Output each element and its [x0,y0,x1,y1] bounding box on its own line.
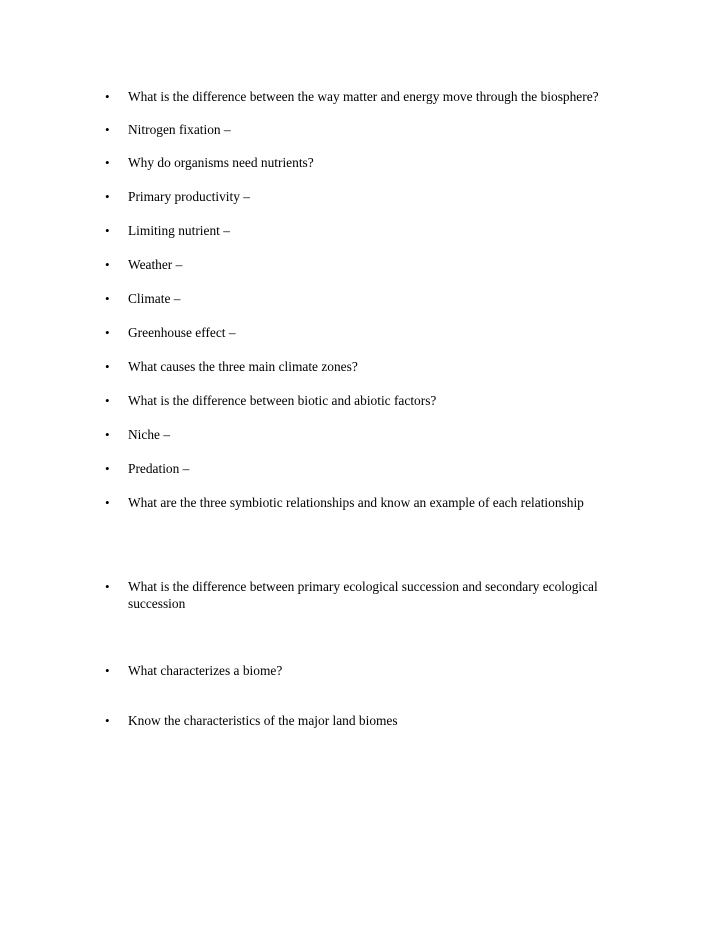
bullet-icon: • [105,359,110,374]
list-item-text: Greenhouse effect – [128,325,236,340]
list-item-text: Niche – [128,427,171,442]
list-item [105,122,625,139]
list-item-text: What characterizes a biome? [128,663,283,678]
list-item-text: What is the difference between biotic and abiotic factors? [128,393,437,408]
bullet-icon: • [105,122,110,137]
list-item [105,257,625,274]
bullet-icon: • [105,427,110,442]
list-item [105,461,625,478]
list-item [105,663,625,680]
list-item [105,291,625,308]
bullet-icon: • [105,291,110,306]
list-item [105,89,625,106]
list-item-text: Nitrogen fixation – [128,122,231,137]
list-item [105,325,625,342]
list-item-text: Know the characteristics of the major land biomes [128,713,398,728]
bullet-icon: • [105,713,110,728]
list-item-text: What are the three symbiotic relationships and know an example of each relationship [128,495,584,510]
bullet-icon: • [105,663,110,678]
bullet-icon: • [105,495,110,510]
list-item-text: What is the difference between the way matter and energy move through the biosphere? [128,89,599,104]
list-item-text: Climate – [128,291,181,306]
list-item [105,189,625,206]
bullet-icon: • [105,393,110,408]
list-item [105,579,625,612]
list-item-text: What causes the three main climate zones? [128,359,358,374]
bullet-icon: • [105,461,110,476]
bullet-icon: • [105,223,110,238]
bullet-icon: • [105,89,110,104]
list-item [105,155,625,172]
bullet-icon: • [105,579,110,594]
list-item [105,427,625,444]
list-item-text: Primary productivity – [128,189,250,204]
bullet-icon: • [105,325,110,340]
list-item-text: Weather – [128,257,183,272]
list-item-text: Predation – [128,461,190,476]
list-item [105,713,625,730]
list-item-text: What is the difference between primary ecological succession and secondary ecological succession [128,579,598,611]
list-item [105,393,625,410]
list-item-text: Limiting nutrient – [128,223,230,238]
bullet-icon: • [105,257,110,272]
bullet-icon: • [105,189,110,204]
list-item [105,359,625,376]
list-item [105,495,645,512]
list-item [105,223,625,240]
list-item-text: Why do organisms need nutrients? [128,155,314,170]
bullet-icon: • [105,155,110,170]
